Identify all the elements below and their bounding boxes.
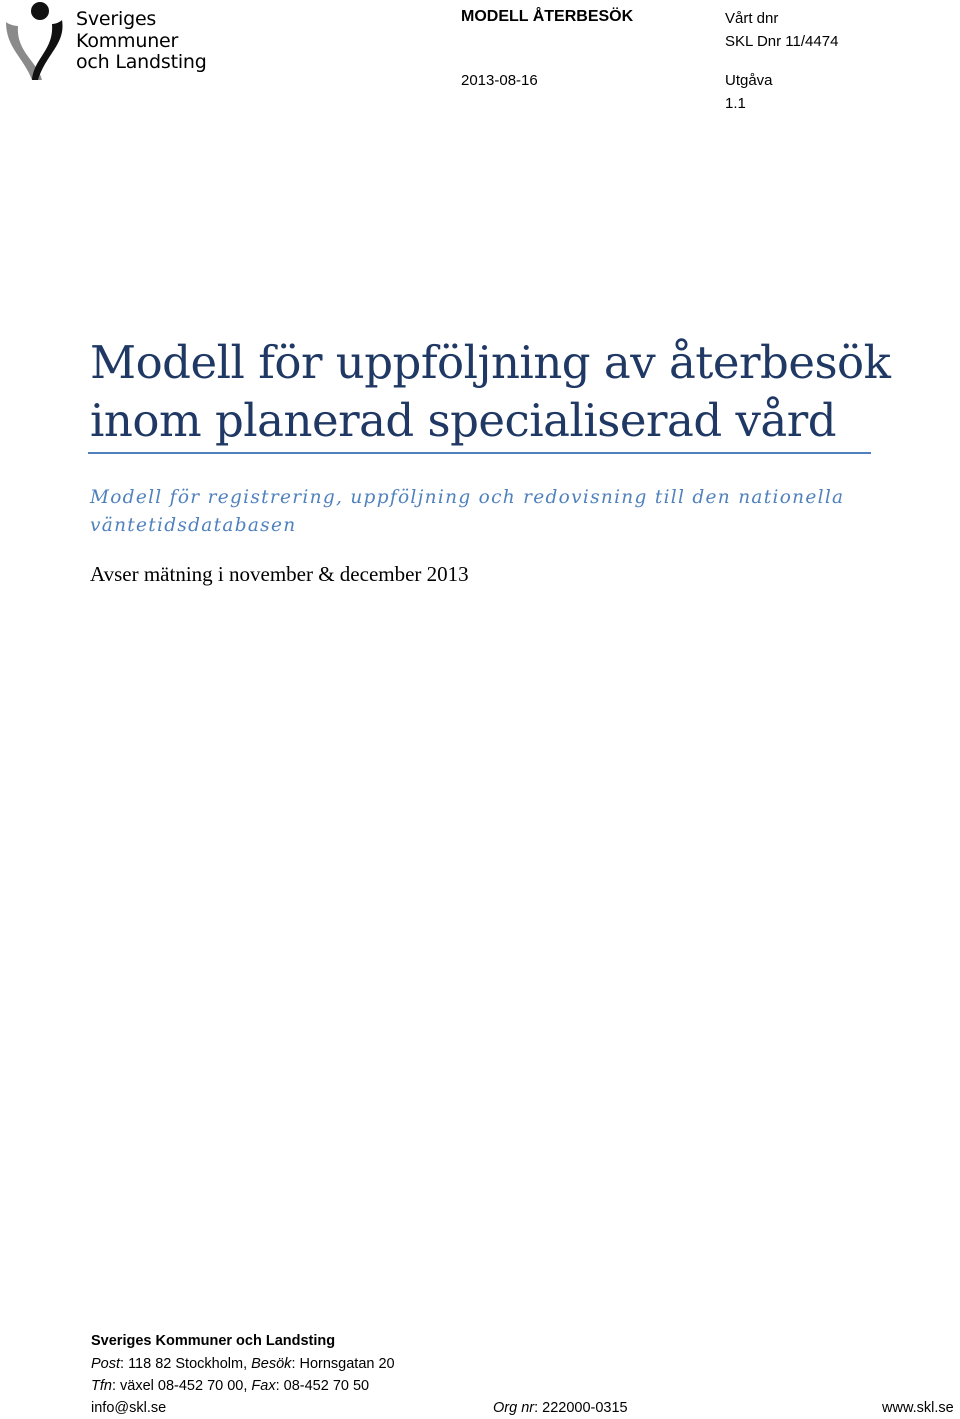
document-type: MODELL ÅTERBESÖK — [461, 8, 634, 25]
footer-website: www.skl.se — [882, 1400, 954, 1416]
dnr-label: Vårt dnr — [725, 10, 779, 27]
orgnr-value: : 222000-0315 — [534, 1400, 628, 1416]
edition-value: 1.1 — [725, 95, 746, 112]
logo-text-line1: Sveriges — [76, 8, 157, 30]
edition-label: Utgåva — [725, 72, 773, 89]
document-subtitle: Modell för registrering, uppföljning och redovisning till den nationella väntetidsdatabasen — [90, 487, 845, 536]
title-divider — [88, 452, 871, 454]
skl-logo-mark — [2, 0, 72, 80]
dnr-value: SKL Dnr 11/4474 — [725, 33, 839, 50]
org-name: Sveriges Kommuner och Landsting — [91, 1333, 336, 1349]
logo-text-line3: och Landsting — [76, 51, 207, 73]
phone-value: : växel 08-452 70 00, — [111, 1378, 252, 1394]
post-value: : 118 82 Stockholm, — [120, 1356, 252, 1372]
title-line-2: inom planerad specialiserad vård — [90, 394, 837, 447]
phone-label: Tfn — [91, 1378, 112, 1394]
fax-label: Fax — [251, 1378, 276, 1394]
logo-text-line2: Kommuner — [76, 30, 179, 52]
post-label: Post — [91, 1356, 121, 1372]
footer-email: info@skl.se — [91, 1400, 167, 1416]
footer-org-name — [91, 1333, 335, 1349]
visit-value: : Hornsgatan 20 — [291, 1356, 395, 1372]
fax-value: : 08-452 70 50 — [275, 1378, 370, 1394]
visit-label: Besök — [251, 1356, 292, 1372]
document-date: 2013-08-16 — [461, 72, 538, 89]
footer-phone — [91, 1378, 369, 1394]
document-title — [90, 334, 890, 450]
title-line-1: Modell för uppföljning av återbesök — [90, 336, 891, 389]
orgnr-label: Org nr — [493, 1400, 535, 1416]
measurement-scope: Avser mätning i november & december 2013 — [90, 562, 469, 586]
footer-address — [91, 1356, 395, 1372]
footer-orgnr — [493, 1400, 628, 1416]
